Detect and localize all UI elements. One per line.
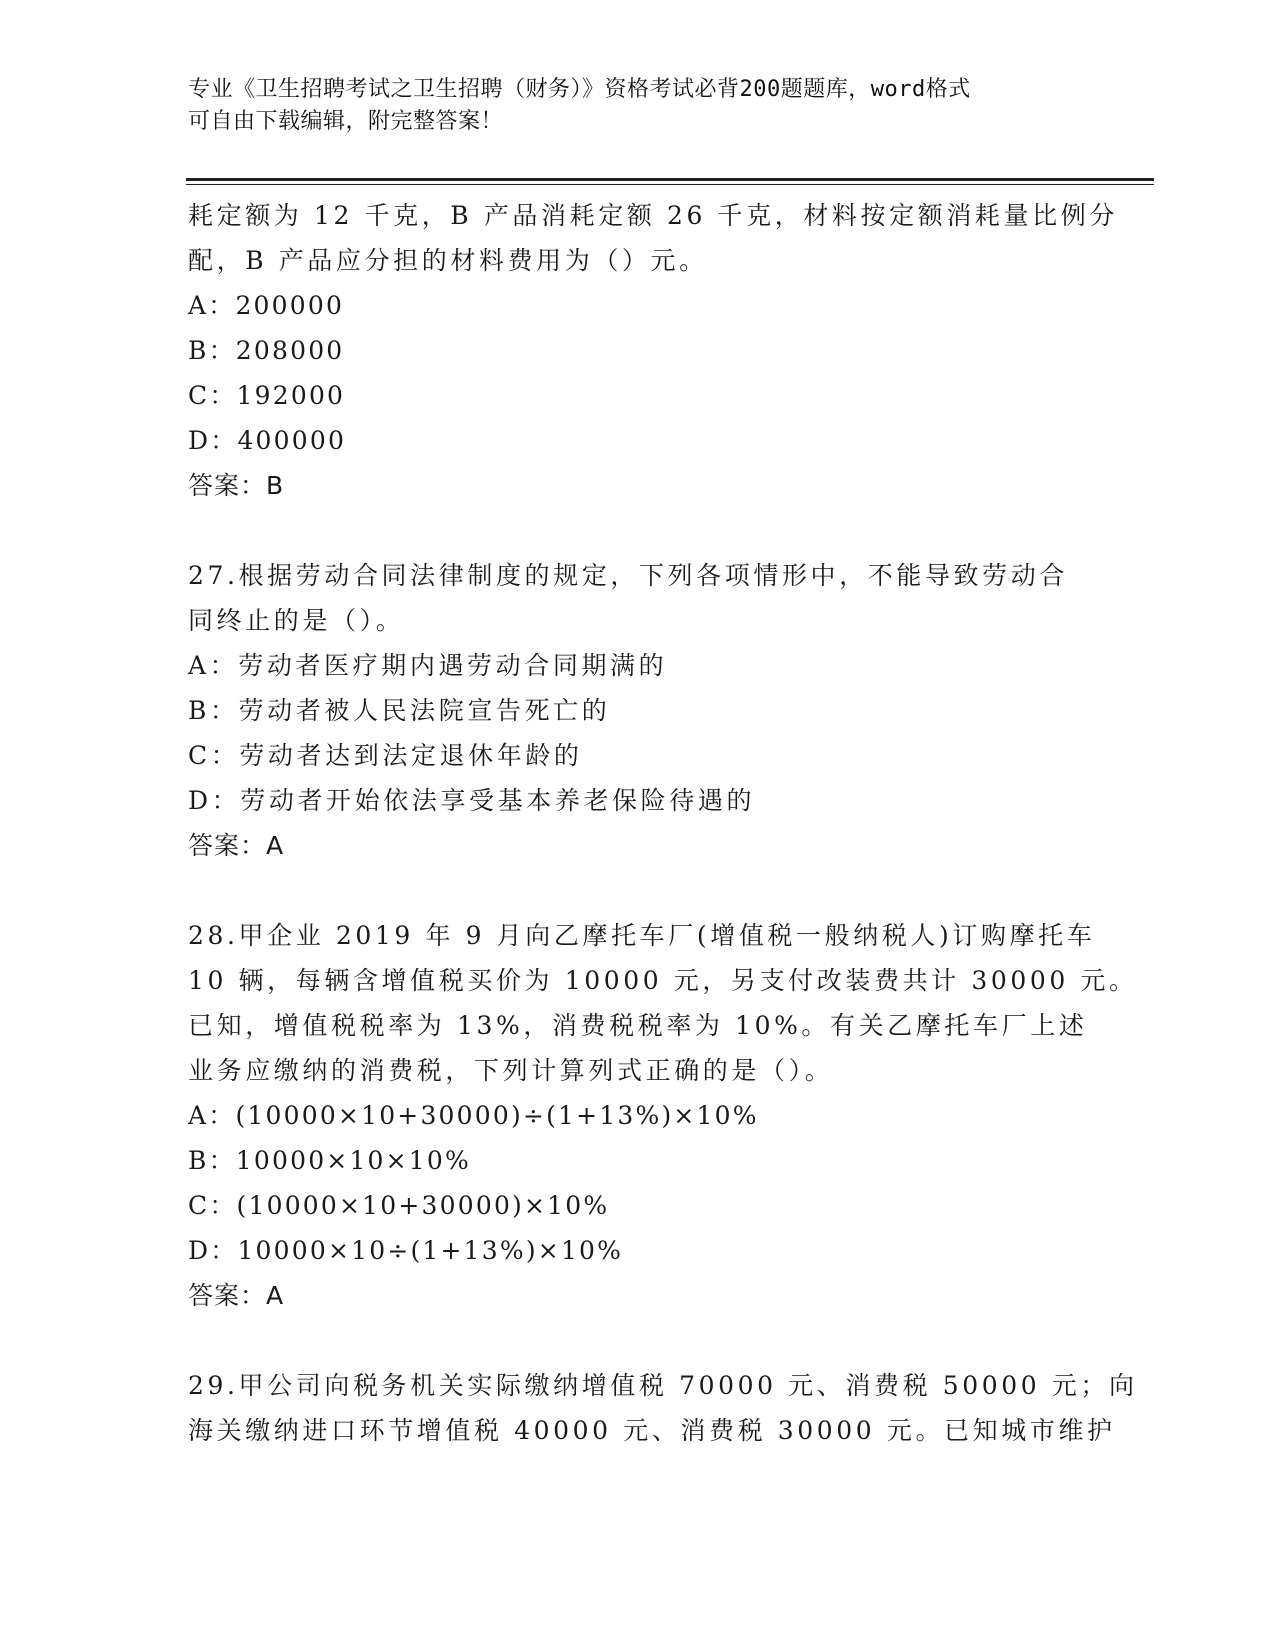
question-29	[188, 1363, 1138, 1453]
option-d: D：劳动者开始依法享受基本养老保险待遇的	[188, 786, 756, 815]
option-d: D：400000	[188, 426, 347, 455]
option-c: C：(10000×10+30000)×10%	[188, 1191, 610, 1220]
question-stem-line: 28.甲企业 2019 年 9 月向乙摩托车厂(增值税一般纳税人)订购摩托车	[188, 921, 1096, 950]
option-d: D：10000×10÷(1+13%)×10%	[188, 1236, 624, 1265]
question-spacer	[188, 869, 1088, 913]
option-c: C：劳动者达到法定退休年龄的	[188, 741, 583, 770]
question-content	[188, 193, 1138, 1453]
question-26-continuation	[188, 193, 1118, 509]
option-b: B：208000	[188, 336, 345, 365]
question-stem-line: 业务应缴纳的消费税，下列计算列式正确的是（）。	[188, 1056, 834, 1085]
header-divider-thin	[186, 184, 1154, 185]
question-stem-line: 已知，增值税税率为 13%，消费税税率为 10%。有关乙摩托车厂上述	[188, 1011, 1088, 1040]
answer-label: 答案：A	[188, 1281, 285, 1310]
option-b: B：10000×10×10%	[188, 1146, 471, 1175]
answer-label: 答案：A	[188, 831, 285, 860]
option-b: B：劳动者被人民法院宣告死亡的	[188, 696, 611, 725]
header-title-line-1: 专业《卫生招聘考试之卫生招聘（财务）》资格考试必背200题题库，word格式	[188, 77, 971, 102]
question-spacer	[188, 1319, 1088, 1363]
option-c: C：192000	[188, 381, 346, 410]
question-stem-line: 耗定额为 12 千克，B 产品消耗定额 26 千克，材料按定额消耗量比例分	[188, 201, 1118, 230]
question-stem-line: 27.根据劳动合同法律制度的规定，下列各项情形中，不能导致劳动合	[188, 561, 1068, 590]
option-a: A：200000	[188, 291, 345, 320]
question-stem-line: 10 辆，每辆含增值税买价为 10000 元，另支付改装费共计 30000 元。	[188, 966, 1138, 995]
header-divider-thick	[186, 178, 1154, 181]
question-stem-line: 配，B 产品应分担的材料费用为（）元。	[188, 246, 708, 275]
question-stem-line: 同终止的是（）。	[188, 606, 405, 635]
answer-label: 答案：B	[188, 471, 285, 500]
option-a: A：(10000×10+30000)÷(1+13%)×10%	[188, 1101, 759, 1130]
question-27	[188, 553, 1088, 869]
question-stem-line: 29.甲公司向税务机关实际缴纳增值税 70000 元、消费税 50000 元；向	[188, 1371, 1138, 1400]
header-title-line-2: 可自由下载编辑，附完整答案！	[188, 109, 504, 134]
question-28	[188, 913, 1138, 1319]
option-a: A：劳动者医疗期内遇劳动合同期满的	[188, 651, 668, 680]
question-stem-line: 海关缴纳进口环节增值税 40000 元、消费税 30000 元。已知城市维护	[188, 1416, 1116, 1445]
document-header	[188, 74, 1088, 138]
question-spacer	[188, 509, 1088, 553]
